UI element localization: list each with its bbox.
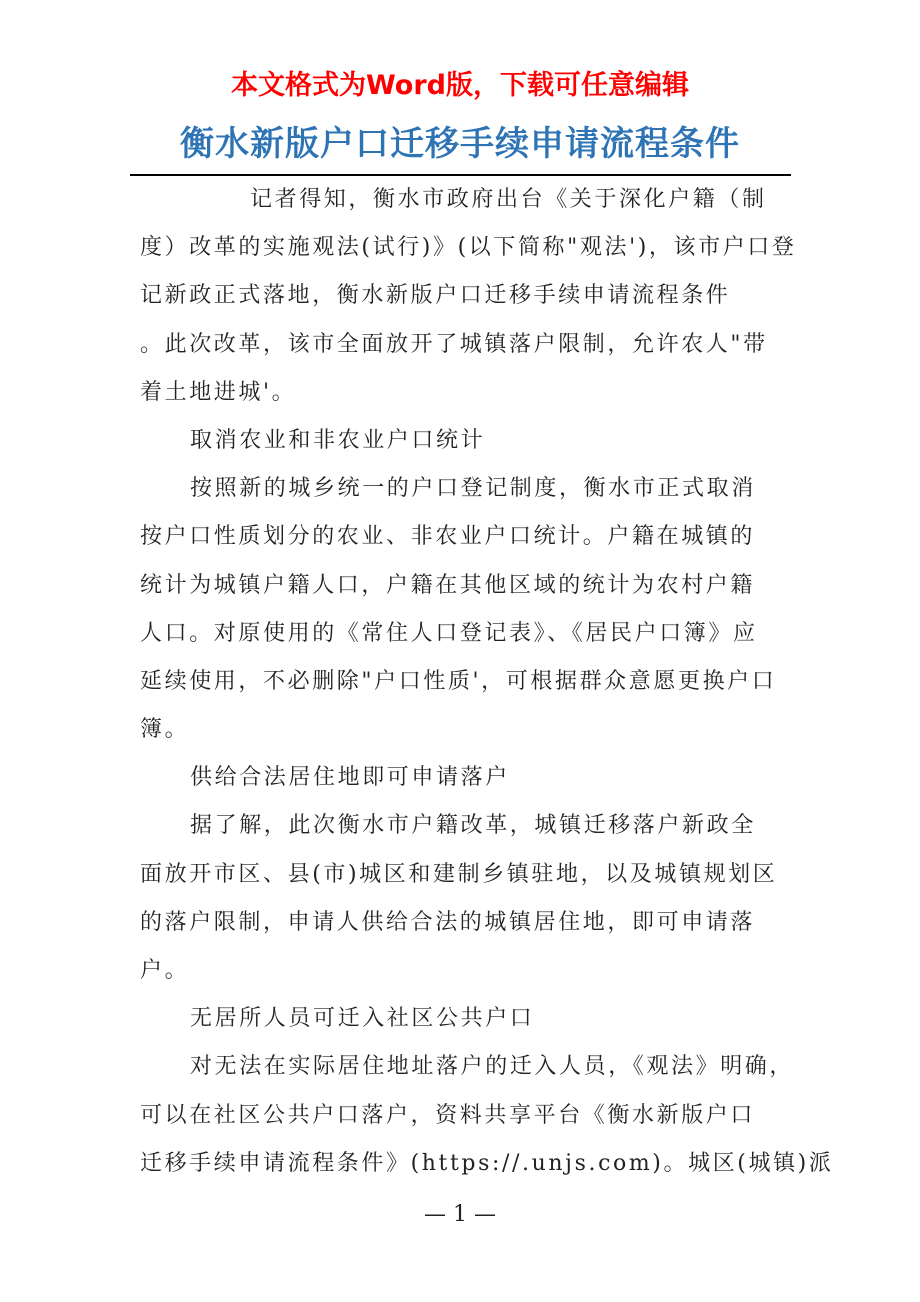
paragraph-line: 面放开市区、县(市)城区和建制乡镇驻地，以及城镇规划区 bbox=[140, 861, 778, 887]
section-heading: 取消农业和非农业户口统计 bbox=[190, 427, 486, 453]
paragraph-line: 按户口性质划分的农业、非农业户口统计。户籍在城镇的 bbox=[140, 524, 756, 550]
paragraph-line: 着土地进城'。 bbox=[140, 379, 297, 405]
paragraph-line: 延续使用，不必删除"户口性质'，可根据群众意愿更换户口 bbox=[140, 668, 777, 694]
paragraph-line: 记者得知，衡水市政府出台《关于深化户籍（制 bbox=[250, 187, 767, 212]
paragraph-line: 簿。 bbox=[140, 717, 190, 743]
paragraph-line: 记新政正式落地，衡水新版户口迁移手续申请流程条件 bbox=[140, 283, 731, 309]
paragraph-line: 人口。对原使用的《常住人口登记表》、《居民户口簿》应 bbox=[140, 620, 758, 646]
paragraph-line: 统计为城镇户籍人口，户籍在其他区域的统计为农村户籍 bbox=[140, 572, 756, 598]
paragraph-line: 的落户限制，申请人供给合法的城镇居住地，即可申请落 bbox=[140, 909, 756, 935]
document-title: 衡水新版户口迁移手续申请流程条件 bbox=[180, 124, 740, 164]
paragraph-line: 。此次改革，该市全面放开了城镇落户限制，允许农人"带 bbox=[140, 331, 768, 357]
paragraph-line: 户。 bbox=[140, 958, 190, 983]
paragraph-line: 据了解，此次衡水市户籍改革，城镇迁移落户新政全 bbox=[190, 813, 756, 839]
section-heading: 供给合法居住地即可申请落户 bbox=[190, 765, 510, 791]
section-heading: 无居所人员可迁入社区公共户口 bbox=[190, 1006, 535, 1032]
paragraph-line: 可以在社区公共户口落户，资料共享平台《衡水新版户口 bbox=[140, 1102, 756, 1128]
page-number: — 1 — bbox=[424, 1202, 496, 1227]
paragraph-line: 对无法在实际居住地址落户的迁入人员，《观法》明确， bbox=[190, 1054, 795, 1080]
paragraph-line: 迁移手续申请流程条件》(https://.unjs.com)。城区(城镇)派 bbox=[140, 1150, 834, 1176]
format-notice-banner: 本文格式为Word版，下载可任意编辑 bbox=[230, 70, 689, 101]
document-body bbox=[140, 176, 834, 1188]
paragraph-line: 按照新的城乡统一的户口登记制度，衡水市正式取消 bbox=[190, 476, 756, 502]
paragraph-line: 度）改革的实施观法(试行)》(以下简称"观法')，该市户口登 bbox=[140, 235, 797, 261]
